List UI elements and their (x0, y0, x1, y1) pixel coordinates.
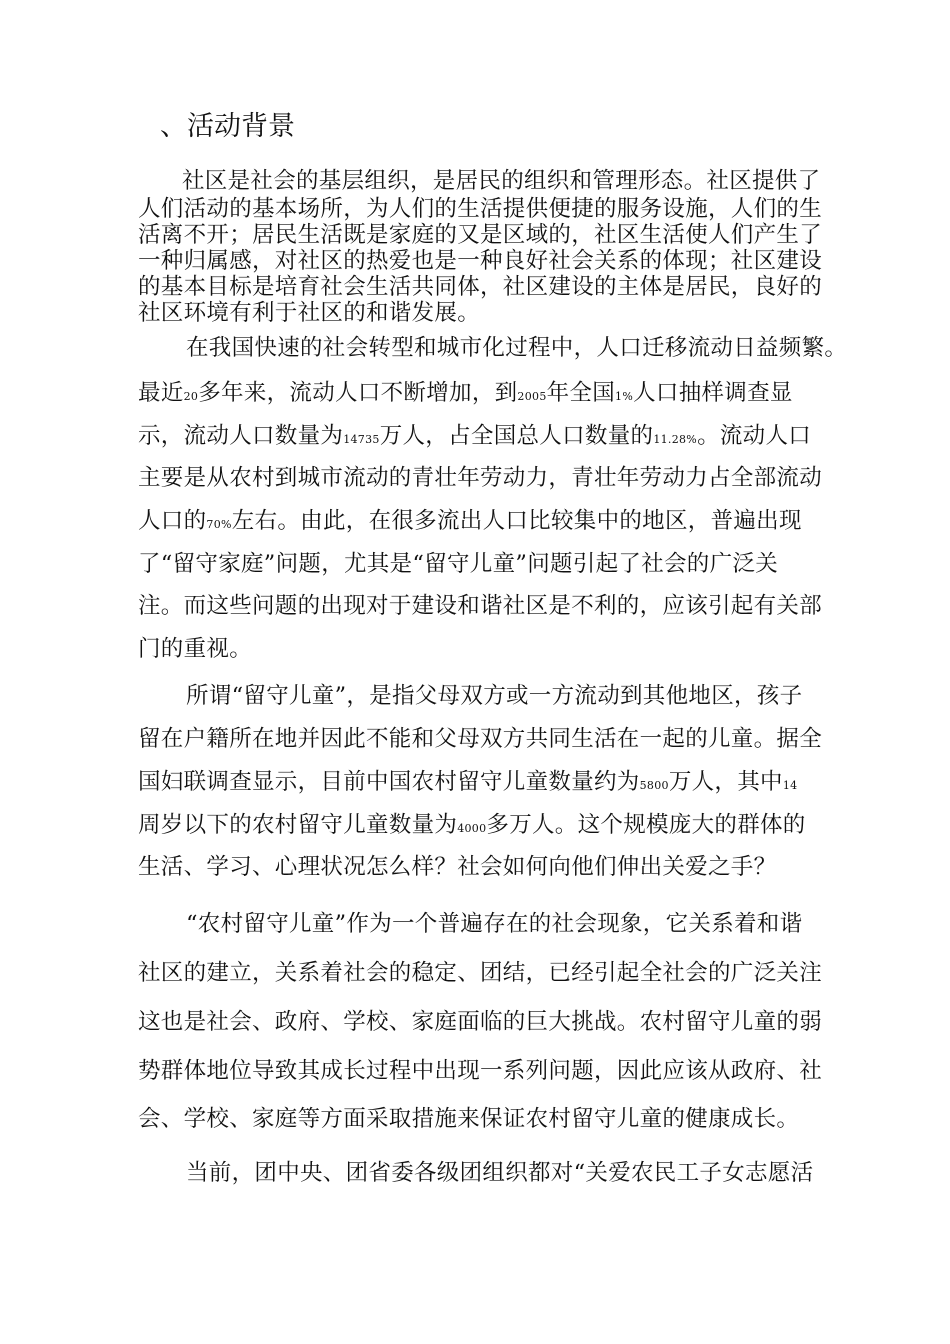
section-heading: 、活动背景 (160, 111, 295, 142)
text-line: 门的重视。 (138, 636, 253, 662)
text-line: 人们活动的基本场所，为人们的生活提供便捷的服务设施，人们的生 (138, 196, 823, 222)
text-line: 注。而这些问题的出现对于建设和谐社区是不利的，应该引起有关部 (138, 593, 823, 619)
text-line: 国妇联调查显示，目前中国农村留守儿童数量约为5800万人，其中14 (138, 769, 798, 795)
text-line: 势群体地位导致其成长过程中出现一系列问题，因此应该从政府、社 (138, 1058, 823, 1084)
text-line: 生活、学习、心理状况怎么样？社会如何向他们伸出关爱之手？ (138, 854, 777, 880)
text-line: 社区是社会的基层组织，是居民的组织和管理形态。社区提供了 (182, 168, 821, 194)
text-line: 这也是社会、政府、学校、家庭面临的巨大挑战。农村留守儿童的弱 (138, 1009, 823, 1035)
text-line: 最近20多年来，流动人口不断增加，到2005年全国1%人口抽样调查显 (138, 380, 793, 406)
text-line: 所谓“留守儿童”，是指父母双方或一方流动到其他地区，孩子 (186, 683, 803, 709)
text-line: 活离不开；居民生活既是家庭的又是区域的，社区生活使人们产生了 (138, 222, 823, 248)
text-line: 的基本目标是培育社会生活共同体，社区建设的主体是居民，良好的 (138, 274, 823, 300)
text-line: 社区的建立，关系着社会的稳定、团结，已经引起全社会的广泛关注 (138, 960, 823, 986)
text-line: 在我国快速的社会转型和城市化过程中，人口迁移流动日益频繁。 (186, 335, 848, 361)
text-line: 当前，团中央、团省委各级团组织都对“关爱农民工子女志愿活 (186, 1160, 814, 1186)
text-line: 会、学校、家庭等方面采取措施来保证农村留守儿童的健康成长。 (138, 1106, 800, 1132)
text-line: 社区环境有利于社区的和谐发展。 (138, 300, 481, 326)
text-line: 留在户籍所在地并因此不能和父母双方共同生活在一起的儿童。据全 (138, 726, 823, 752)
text-line: “农村留守儿童”作为一个普遍存在的社会现象，它关系着和谐 (186, 911, 803, 937)
text-line: 示，流动人口数量为14735万人，占全国总人口数量的11.28%。流动人口 (138, 423, 812, 449)
text-line: 主要是从农村到城市流动的青壮年劳动力，青壮年劳动力占全部流动 (138, 465, 823, 491)
text-line: 周岁以下的农村留守儿童数量为4000多万人。这个规模庞大的群体的 (138, 812, 806, 838)
text-line: 了“留守家庭”问题，尤其是“留守儿童”问题引起了社会的广泛关 (138, 551, 779, 577)
text-line: 人口的70%左右。由此，在很多流出人口比较集中的地区，普遍出现 (138, 508, 802, 534)
text-line: 一种归属感，对社区的热爱也是一种良好社会关系的体现；社区建设 (138, 248, 823, 274)
